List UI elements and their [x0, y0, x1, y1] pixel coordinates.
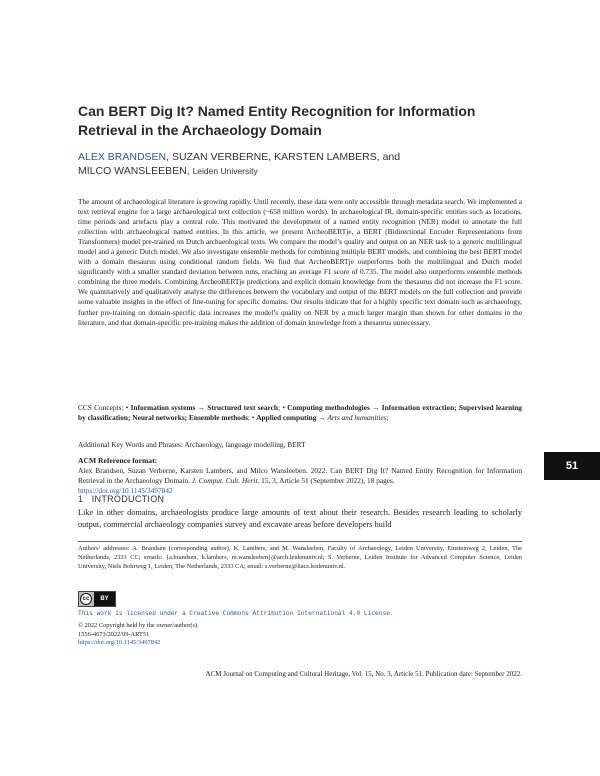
reference-journal: J. Comput. Cult. Herit.	[191, 476, 260, 486]
ccs-term: Information systems → Structured text search	[130, 403, 279, 412]
author-block	[78, 150, 498, 178]
ccs-sep: ; •	[278, 403, 288, 412]
issn-line: 1556-4673/2022/09-ART51	[78, 630, 150, 638]
abstract: The amount of archaeological literature is growing rapidly. Until recently, these data were only accessible through metadata search. We implemented a text retrieval engine for a large archaeological text collection (~658 million words). In archaeological IR, domain-specific entities such as locations, time periods and artefacts play a central role. This motivated the development of a named entity recognition (NER) model to annotate the full collection with archaeological named entities. In this article, we present ArcheoBERTje, a BERT (Bidirectional Encoder Representations from Transformers) model pre-trained on Dutch archaeological texts. We compare the model’s quality and output on an NER task to a generic multilingual model and a generic Dutch model. We also investigate ensemble methods for combining multiple BERT models, and combining the best BERT model with a domain thesaurus using conditional random fields. We find that ArcheoBERTje outperforms both the multilingual and Dutch model significantly with a smaller standard deviation between runs, reaching an average F1 score of 0.735. The model also outperforms ensemble methods combining the three models. Combining ArcheoBERTje predictions and explicit domain knowledge from the thesaurus did not increase the F1 score. We quantitatively and qualitatively analyse the differences between the vocabulary and output of the BERT models on the full collection and provide some valuable insights in the effect of fine-tuning for specific domains. Our results indicate that for a highly specific text domain such as archaeology, further pre-training on domain-specific data increases the model’s quality on NER by a much larger margin than shown for other domains in the literature, and that domain-specific pre-training makes the addition of domain knowledge from a thesaurus unnecessary.	[78, 197, 522, 327]
affiliation: Leiden University	[192, 166, 258, 176]
cc-by-license-logo[interactable]	[78, 591, 116, 607]
by-icon: BY	[94, 592, 115, 606]
ccs-term: Arts and humanities	[327, 413, 387, 423]
reference-format	[78, 466, 522, 496]
copyright-line: © 2022 Copyright held by the owner/author(s).	[78, 622, 199, 629]
ccs-concepts	[78, 403, 522, 423]
intro-paragraph: Like in other domains, archaeologists produce large amounts of text about their research. Besides research leading to scholarly output, commercial archaeology companies survey and excavate areas before developers build	[78, 508, 522, 529]
journal-footer: ACM Journal on Computing and Cultural Heritage, Vol. 15, No. 3, Article 51. Publication date: September 2022.	[205, 670, 522, 678]
author-line-2	[78, 164, 498, 178]
author-line-1	[78, 150, 498, 164]
ccs-sep: ; •	[247, 413, 257, 423]
author-link[interactable]: ALEX BRANDSEN	[78, 151, 167, 163]
ccs-sep: ;	[386, 413, 389, 423]
doi-link[interactable]: https://doi.org/10.1145/3497842	[78, 486, 173, 496]
reference-details: 15, 3, Article 51 (September 2022), 18 pages.	[259, 476, 395, 486]
copyright-block	[78, 622, 199, 648]
section-number: 1	[78, 494, 84, 504]
copyright-doi-link[interactable]: https://doi.org/10.1145/3497842	[78, 639, 161, 647]
authors-addresses-footnote: Authors’ addresses: A. Brandsen (corresponding author), K. Lambers, and M. Wansleeben, Faculty of Archaeology, Leiden University, Einsteinweg 2, Leiden, The Netherlands, 2333 CC; emails: {a.brandsen, k.lambers, m.wansleeben}@arch.leidenuniv.nl; S. Verberne, Leiden Institute for Advanced Computer Science, Leiden University, Niels Bohrweg 1, Leiden, The Netherlands, 2333 CA; email: s.verberne@liacs.leidenuniv.nl.	[78, 545, 522, 570]
reference-citation: Alex Brandsen, Suzan Verberne, Karsten Lambers, and Milco Wansleeben. 2022. Can BERT Dig It? Named Entity Recognition for Information Retrieval in the Archaeology Domain.	[78, 466, 522, 486]
license-link[interactable]: This work is licensed under a Creative Commons Attribution International 4.0 License.	[78, 610, 394, 617]
ccs-prefix: CCS Concepts: •	[78, 403, 131, 412]
author-names: MILCO WANSLEEBEN,	[78, 165, 193, 177]
article-number-tab: 51	[544, 452, 600, 480]
ccs-term: Computing methodologies → Information extraction; Supervised learning by classification; Neural networks; Ensemble methods	[78, 403, 522, 423]
paper-title: Can BERT Dig It? Named Entity Recognition for Information Retrieval in the Archaeology Domain	[78, 103, 476, 138]
section-heading	[78, 494, 164, 504]
author-names: , SUZAN VERBERNE, KARSTEN LAMBERS, and	[166, 151, 401, 163]
section-title: INTRODUCTION	[91, 494, 165, 504]
cc-icon: cc	[80, 593, 92, 605]
ccs-term: Applied computing →	[256, 413, 326, 423]
reference-heading: ACM Reference format:	[78, 456, 158, 465]
keywords: Additional Key Words and Phrases: Archaeology, language modelling, BERT	[78, 440, 306, 449]
footnote-divider	[78, 541, 522, 542]
